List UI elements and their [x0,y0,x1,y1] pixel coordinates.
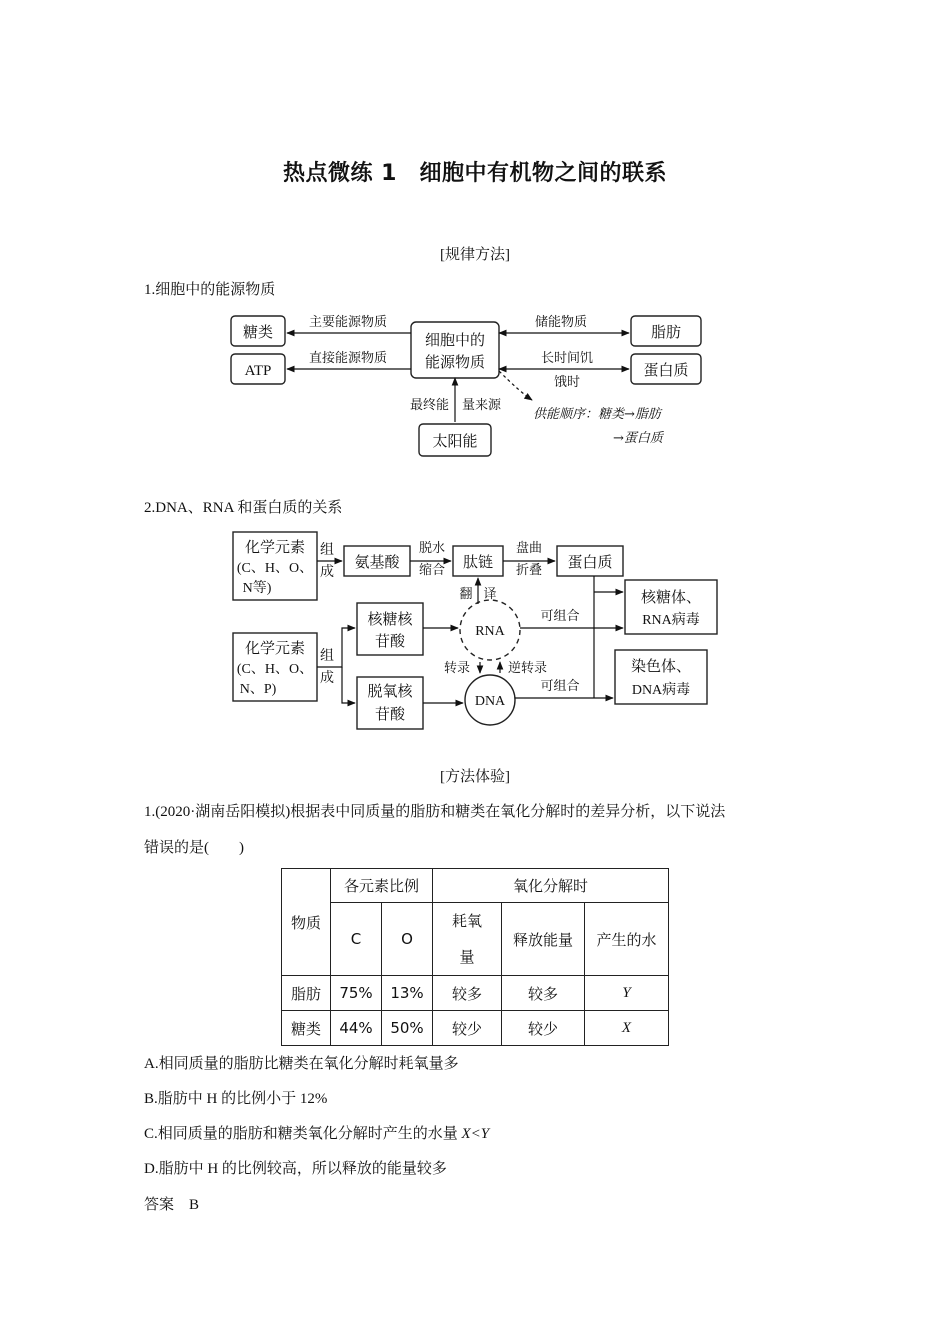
starve-label-1: 长时间饥 [540,351,594,366]
center-label-1: 细胞中的 [424,331,486,349]
sugar-label: 糖类 [242,323,274,341]
cell-o: 50% [382,1011,433,1046]
header-oxygen-use-b: 量 [459,948,475,966]
header-oxidation: 氧化分解时 [433,869,669,903]
cell-oxygen: 较多 [433,976,502,1011]
storage-label: 储能物质 [534,315,588,330]
cell-c: 75% [331,976,382,1011]
final-source-left: 最终能 [409,398,449,413]
cell-o: 13% [382,976,433,1011]
translate-b: 译 [483,587,497,602]
final-source-right: 量来源 [462,398,502,413]
dehydrate-a: 脱水 [418,541,446,556]
fold-b: 折叠 [515,563,543,578]
dna-rna-protein-diagram [0,520,950,740]
compose1-a: 组 [320,542,334,558]
compose2-a: 组 [320,648,334,664]
compose1-b: 成 [320,564,334,580]
table-row [282,1011,669,1046]
cell-c: 44% [331,1011,382,1046]
elements1-line1: 化学元素 [244,538,306,556]
rna-label: RNA [475,624,505,639]
translate-a: 翻 [459,587,473,602]
comparison-table [281,868,669,1046]
deoxynucleotide-a: 脱氧核 [367,682,413,700]
compose2-b: 成 [320,670,334,686]
protein-label: 蛋白质 [567,553,613,571]
table-row [282,976,669,1011]
option-d: D.脂肪中 H 的比例较高，所以释放的能量较多 [144,1161,447,1177]
center-label-2: 能源物质 [424,353,486,371]
elements1-line2: (C、H、O、 [236,561,314,576]
ribosome-a: 核糖体、 [640,588,702,606]
answer-value: B [189,1197,200,1213]
item1-heading: 1.细胞中的能源物质 [144,282,276,298]
deoxynucleotide-b: 苷酸 [374,705,406,723]
dna-label: DNA [474,694,506,709]
dehydrate-b: 缩合 [418,563,446,578]
header-element-ratio: 各元素比例 [331,869,433,903]
dashed-annotation-arrow [499,371,532,400]
answer-label: 答案 [144,1197,175,1213]
chromosome-a: 染色体、 [630,657,692,675]
fold-a: 盘曲 [515,541,543,556]
supply-order-line-1: 供能顺序：糖类→脂肪 [533,407,661,422]
combine2-label: 可组合 [540,679,580,694]
option-c-text: C.相同质量的脂肪和糖类氧化分解时产生的水量 [144,1126,462,1142]
ribonucleotide-b: 苷酸 [374,632,406,650]
question-line-1: 1.(2020·湖南岳阳模拟)根据表中同质量的脂肪和糖类在氧化分解时的差异分析，以下说法 [144,804,726,820]
main-energy-label: 主要能源物质 [308,315,388,330]
section-rules-label: [规律方法] [440,247,510,263]
atp-label: ATP [244,363,272,379]
header-water: 产生的水 [585,903,669,976]
header-c: C [331,903,382,976]
page-title: 热点微练 1 细胞中有机物之间的联系 [283,161,667,186]
elements1-line3: N等) [242,581,272,596]
cell-energy: 较多 [502,976,585,1011]
header-oxygen-use [433,903,502,976]
chromosome-b: DNA病毒 [631,683,691,698]
cell-name: 脂肪 [282,976,331,1011]
header-oxygen-use-a: 耗氧 [451,912,482,930]
cell-name: 糖类 [282,1011,331,1046]
header-substance: 物质 [282,869,331,976]
peptide-label: 肽链 [462,553,494,571]
cell-water: Y [585,976,669,1011]
starve-label-2: 饿时 [553,375,581,390]
sun-label: 太阳能 [432,432,478,450]
question-line-2: 错误的是( ) [144,840,244,856]
cell-water: X [585,1011,669,1046]
fat-label: 脂肪 [650,323,682,341]
transcription-label: 转录 [443,661,470,676]
header-energy: 释放能量 [502,903,585,976]
cell-energy: 较少 [502,1011,585,1046]
item2-heading: 2.DNA、RNA 和蛋白质的关系 [144,500,343,516]
ribonucleotide-a: 核糖核 [367,610,413,628]
option-b: B.脂肪中 H 的比例小于 12% [144,1091,328,1107]
option-c [144,1122,489,1143]
reverse-transcription-label: 逆转录 [508,661,548,676]
protein-label: 蛋白质 [643,361,689,379]
elements2-line1: 化学元素 [244,639,306,657]
supply-order-line-2: →蛋白质 [613,431,663,446]
cell-oxygen: 较少 [433,1011,502,1046]
option-a: A.相同质量的脂肪比糖类在氧化分解时耗氧量多 [144,1056,459,1072]
option-c-expression: X<Y [461,1126,490,1142]
combine1-label: 可组合 [540,609,580,624]
amino-acid-label: 氨基酸 [354,553,400,571]
direct-energy-label: 直接能源物质 [308,351,388,366]
ribosome-b: RNA病毒 [642,613,700,628]
section-practice-label: [方法体验] [440,769,510,785]
elements2-line2: (C、H、O、 [236,662,314,677]
energy-diagram [0,0,950,470]
answer-line [144,1193,199,1214]
elements2-line3: N、P) [239,682,277,697]
header-o: O [382,903,433,976]
